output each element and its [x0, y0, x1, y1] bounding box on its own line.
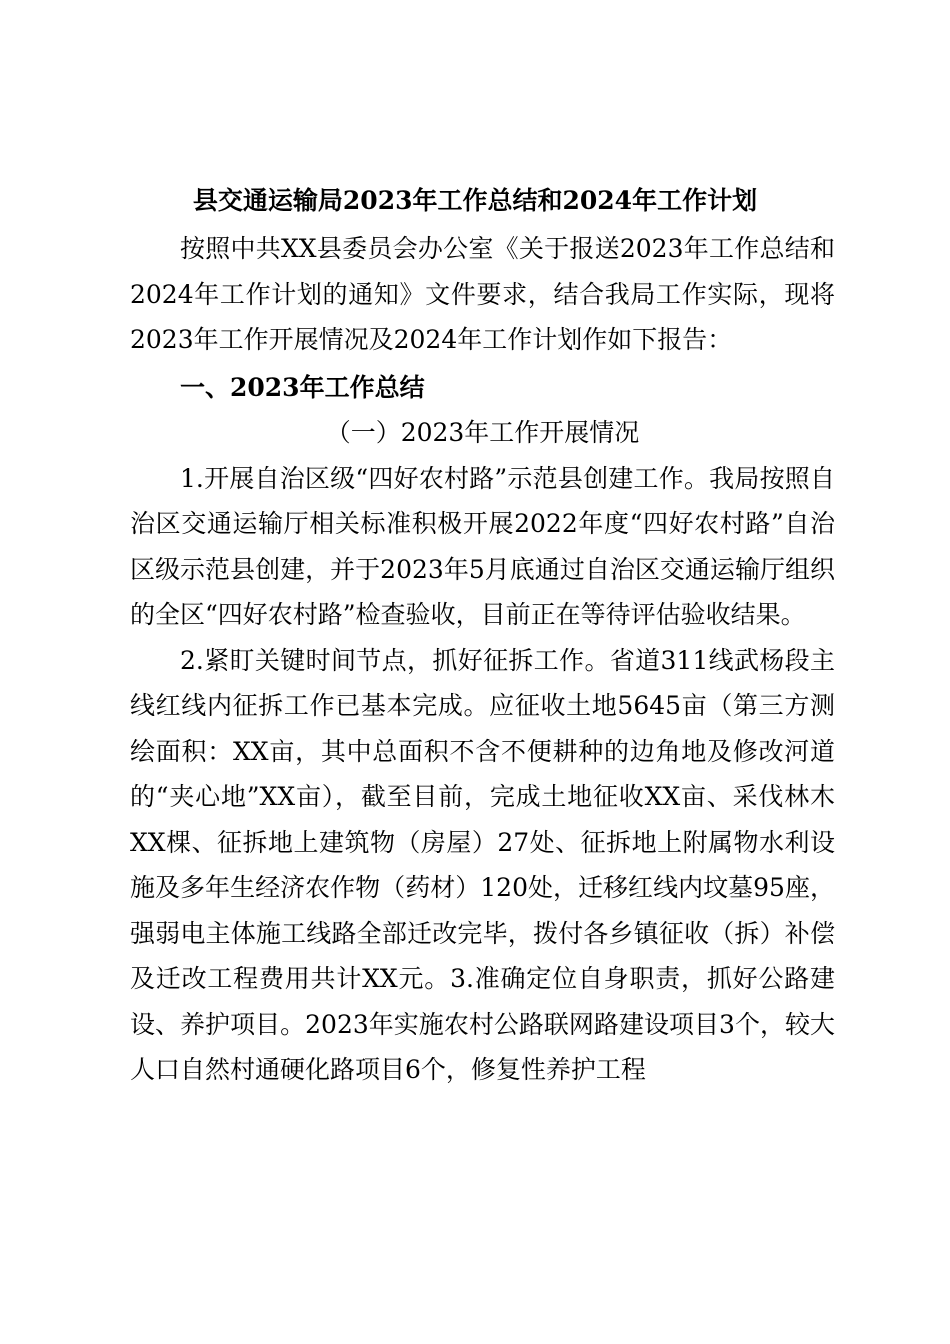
subsection-heading: （一）2023年工作开展情况 [325, 418, 640, 447]
document-body [130, 226, 835, 1093]
intro-paragraph: 按照中共XX县委员会办公室《关于报送2023年工作总结和2024年工作计划的通知》文件要求，结合我局工作实际，现将2023年工作开展情况及2024年工作计划作如下报告： [130, 234, 835, 354]
section-heading: 一、2023年工作总结 [180, 372, 425, 402]
item-paragraph-1: 1.开展自治区级“四好农村路”示范县创建工作。我局按照自治区交通运输厅相关标准积极开展2022年度“四好农村路”自治区级示范县创建，并于2023年5月底通过自治区交通运输厅组织的全区“四好农村路”检查验收，目前正在等待评估验收结果。 [130, 463, 835, 629]
item-paragraph-2: 2.紧盯关键时间节点，抓好征拆工作。省道311线武杨段主线红线内征拆工作已基本完成。应征收土地5645亩（第三方测绘面积：XX亩，其中总面积不含不便耕种的边角地及修改河道的“夹心地”XX亩），截至目前，完成土地征收XX亩、采伐林木XX棵、征拆地上建筑物（房屋）27处、征拆地上附属物水利设施及多年生经济农作物（药材）120处，迁移红线内坟墓95座，强弱电主体施工线路全部迁改完毕，拨付各乡镇征收（拆）补偿及迁改工程费用共计XX元。3.准确定位自身职责，抓好公路建设、养护项目。2023年实施农村公路联网路建设项目3个，较大人口自然村通硬化路项目6个，修复性养护工程 [130, 645, 835, 1084]
document-title: 县交通运输局2023年工作总结和2024年工作计划 [192, 186, 758, 215]
